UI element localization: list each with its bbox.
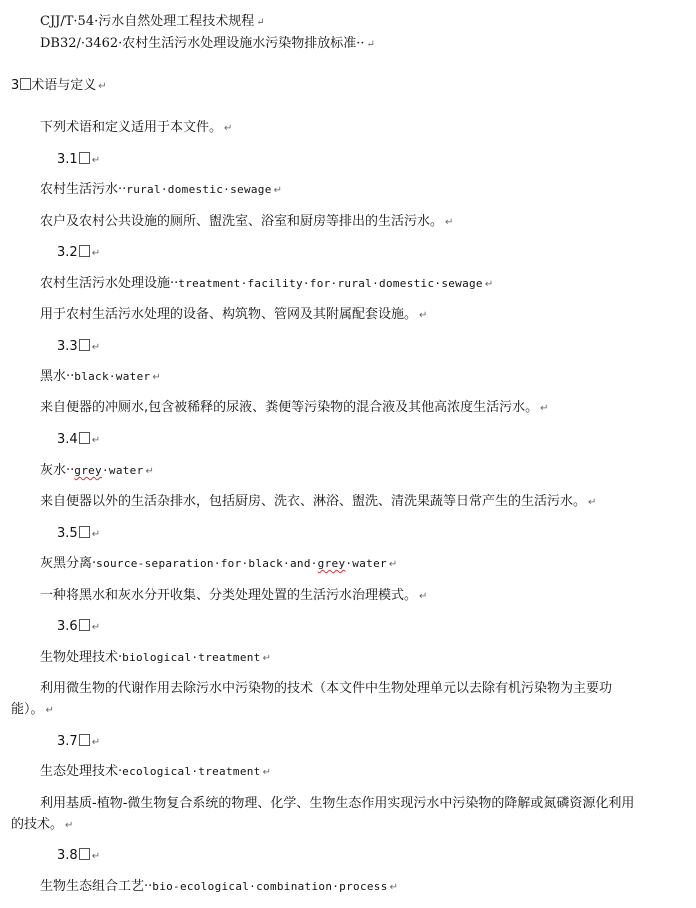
term-definition: 用于农村生活污水处理的设备、构筑物、管网及其附属配套设施。 ↵ <box>40 307 428 322</box>
intro-text: 下列术语和定义适用于本文件。 <box>40 120 223 135</box>
term-number: 3.8 ↵ <box>57 848 101 863</box>
term-cn: 灰水·· <box>40 463 75 478</box>
term-number: 3.3 ↵ <box>57 339 101 354</box>
term-heading: 生物生态组合工艺··bio-ecological·combination·process ↵ <box>40 879 399 894</box>
term-heading: 农村生活污水··rural·domestic·sewage ↵ <box>40 182 283 197</box>
space-mark <box>79 526 90 538</box>
term-number: 3.7 ↵ <box>57 734 101 749</box>
section-heading <box>11 78 107 95</box>
term-definition: 来自便器的冲厕水,包含被稀释的尿液、粪便等污染物的混合液及其他高浓度生活污水。 ↵ <box>40 400 549 415</box>
reference-text: DB32/·3462·农村生活污水处理设施水污染物排放标准·· <box>40 36 365 51</box>
term-heading: 灰水··grey·water ↵ <box>40 463 154 478</box>
term-cn: 生物生态组合工艺·· <box>40 879 153 894</box>
paragraph-mark: ↵ <box>98 81 107 92</box>
intro-paragraph <box>40 120 232 137</box>
term-number: 3.6 ↵ <box>57 619 101 634</box>
term-number: 3.5 ↵ <box>57 526 101 541</box>
space-mark <box>79 245 90 257</box>
term-cn: 生物处理技术· <box>40 650 123 665</box>
term-cn: 农村生活污水处理设施·· <box>40 276 179 291</box>
term-en: ·water <box>345 557 387 570</box>
term-number: 3.4 ↵ <box>57 432 101 447</box>
term-en: treatment·facility·for·rural·domestic·sewage <box>178 277 483 290</box>
term-heading: 黑水··black·water ↵ <box>40 369 161 384</box>
term-heading: 生物处理技术·biological·treatment ↵ <box>40 650 271 665</box>
term-heading: 农村生活污水处理设施··treatment·facility·for·rural·domestic·sewage ↵ <box>40 276 494 291</box>
term-en-spellcheck: grey <box>74 464 102 477</box>
term-en: biological·treatment <box>122 651 261 664</box>
term-definition: 农户及农村公共设施的厕所、盥洗室、浴室和厨房等排出的生活污水。 ↵ <box>40 214 454 229</box>
reference-text: CJJ/T·54·污水自然处理工程技术规程 <box>40 14 255 29</box>
space-mark <box>79 339 90 351</box>
section-title: 术语与定义 <box>31 78 97 93</box>
space-mark <box>79 619 90 631</box>
term-en: bio-ecological·combination·process <box>152 880 388 893</box>
term-cn: 黑水·· <box>40 369 75 384</box>
term-cn: 农村生活污水·· <box>40 182 127 197</box>
term-cn: 灰黑分离· <box>40 556 97 571</box>
paragraph-mark: ↵ <box>256 17 265 28</box>
term-number: 3.1 ↵ <box>57 152 101 167</box>
section-number: 3 <box>11 78 20 93</box>
term-en-spellcheck: grey <box>317 557 346 570</box>
paragraph-mark: ↵ <box>224 123 233 134</box>
term-en: ecological·treatment <box>122 765 261 778</box>
space-mark <box>79 848 90 860</box>
term-definition: 利用微生物的代谢作用去除污水中污染物的技术（本文件中生物处理单元以去除有机污染物为主要功能）。 ↵ <box>11 681 613 717</box>
reference-line <box>40 14 265 31</box>
space-mark <box>79 432 90 444</box>
term-en: source-separation·for·black·and· <box>96 557 318 570</box>
term-definition: 来自便器以外的生活杂排水，包括厨房、洗衣、淋浴、盥洗、清洗果蔬等日常产生的生活污水。 ↵ <box>40 494 597 509</box>
term-heading: 灰黑分离·source-separation·for·black·and·grey·water ↵ <box>40 556 398 571</box>
term-definition: 一种将黑水和灰水分开收集、分类处理处置的生活污水治理模式。 ↵ <box>40 588 428 603</box>
space-mark <box>79 734 90 746</box>
reference-line <box>40 36 375 53</box>
paragraph-mark: ↵ <box>366 39 375 50</box>
term-heading: 生态处理技术·ecological·treatment ↵ <box>40 764 271 779</box>
term-en: black·water <box>74 370 151 383</box>
term-number: 3.2 ↵ <box>57 245 101 260</box>
term-cn: 生态处理技术· <box>40 764 123 779</box>
term-en: rural·domestic·sewage <box>126 183 272 196</box>
term-en: ·water <box>101 464 144 477</box>
space-mark <box>79 152 90 164</box>
term-definition: 利用基质-植物-微生物复合系统的物理、化学、生物生态作用实现污水中污染物的降解或氮磷资源化利用的技术。 ↵ <box>11 796 635 832</box>
space-mark <box>20 78 31 90</box>
